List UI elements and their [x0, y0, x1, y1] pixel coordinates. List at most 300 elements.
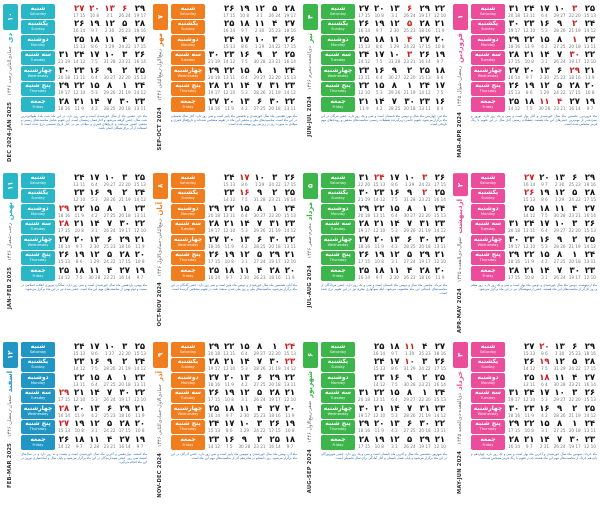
day-secondary-dates: 24 22: [253, 428, 266, 434]
day-secondary-dates: 29 27: [403, 397, 416, 403]
day-number: ۲۹: [584, 341, 596, 352]
day-secondary-dates: 14 12: [283, 228, 296, 234]
day-number: ۱۱: [104, 34, 115, 45]
day-cell: [418, 204, 432, 219]
day-secondary-dates: 14 12: [133, 197, 146, 203]
day-cell: [72, 358, 86, 373]
month-rail: [2, 173, 18, 333]
weekday-column: [471, 173, 505, 281]
day-secondary-dates: 19 17: [508, 243, 521, 249]
month-hijri-range: شوال-ذی‌القعده ۱۴۴۵: [457, 236, 463, 282]
day-cell: [387, 342, 401, 357]
day-secondary-dates: 5 3: [91, 197, 98, 203]
week-row: [507, 435, 597, 450]
weekday-header: [321, 82, 355, 97]
weekday-label-en: Tuesday: [480, 227, 496, 232]
day-secondary-dates: 25 23: [568, 350, 581, 356]
day-secondary-dates: 15 13: [283, 350, 296, 356]
day-secondary-dates: 17 15: [508, 59, 521, 65]
day-secondary-dates: 11 9: [74, 212, 84, 218]
day-number: ۱۰: [404, 172, 415, 183]
weekday-label-en: Tuesday: [30, 396, 46, 401]
day-cell: [102, 220, 116, 235]
day-cell: [418, 373, 432, 388]
day-secondary-dates: 17 15: [58, 228, 71, 234]
day-grid: [57, 173, 147, 281]
day-secondary-dates: 14 12: [373, 381, 386, 387]
day-number: ۸: [406, 203, 413, 214]
weekday-header: [21, 342, 55, 357]
day-cell: [237, 373, 251, 388]
day-cell: [133, 266, 147, 281]
weekday-label-en: Saturday: [329, 349, 347, 354]
day-cell: [583, 220, 597, 235]
day-secondary-dates: 16 14: [358, 28, 371, 34]
day-cell: [222, 251, 236, 266]
weekday-label-en: Sunday: [331, 365, 345, 370]
month-hijri-range: ربیع‌الاول-ربیع‌الثانی ۱۴۴۶: [157, 49, 163, 102]
day-cell: [568, 189, 582, 204]
day-secondary-dates: 3 1: [91, 228, 98, 234]
month-gregorian-range: JUL-AUG 2024: [307, 264, 313, 308]
day-number: ۲۰: [539, 172, 550, 183]
day-secondary-dates: 19 17: [418, 259, 431, 265]
day-cell: [522, 20, 536, 35]
day-number: ۱۹: [539, 188, 550, 199]
day-number: ۲۱: [374, 403, 385, 414]
day-number: ۲۵: [358, 265, 370, 276]
day-cell: [568, 235, 582, 250]
day-secondary-dates: 25 23: [553, 74, 566, 80]
day-secondary-dates: 12 10: [73, 197, 86, 203]
day-cell: [583, 389, 597, 404]
month-number-badge: ۵: [303, 173, 318, 199]
day-number: ۲۸: [284, 3, 296, 14]
day-secondary-dates: 9 7: [375, 274, 383, 280]
day-secondary-dates: 16 14: [523, 181, 536, 187]
day-cell: [552, 342, 566, 357]
day-number: ۲۰: [524, 65, 535, 76]
day-secondary-dates: 15 13: [358, 43, 371, 49]
day-cell: [268, 35, 282, 50]
day-cell: [222, 358, 236, 373]
day-cell: [87, 20, 101, 35]
day-secondary-dates: 29 26: [403, 228, 416, 234]
month-block: [150, 338, 300, 507]
day-number: ۱۸: [374, 265, 385, 276]
day-cell: [268, 97, 282, 112]
day-secondary-dates: 8 6: [541, 197, 548, 203]
day-number: ۲۴: [74, 341, 85, 352]
day-number: ۲۸: [508, 265, 520, 276]
day-number: ۲۲: [284, 234, 296, 245]
day-cell: [283, 51, 297, 66]
day-number: ۴: [406, 34, 413, 45]
day-number: ۲۹: [58, 203, 70, 214]
day-cell: [522, 4, 536, 19]
day-secondary-dates: 15 13: [58, 259, 71, 265]
month-gregorian-range: AUG-SEP 2024: [307, 448, 313, 494]
weekday-label-fa: چهارشنبه: [323, 235, 353, 243]
day-cell: [507, 4, 521, 19]
day-cell: [268, 435, 282, 450]
day-secondary-dates: 23 21: [103, 443, 116, 449]
day-number: ۱: [406, 81, 413, 92]
day-number: ۲۱: [434, 250, 446, 261]
month-hijri-range: صفر-ربیع‌الاول ۱۴۴۶: [307, 400, 313, 443]
day-secondary-dates: 19 17: [208, 366, 221, 372]
day-cell: [507, 251, 521, 266]
day-number: ۲۰: [374, 3, 385, 14]
day-secondary-dates: 10 8: [435, 43, 445, 49]
day-cell: [372, 20, 386, 35]
weekday-label-fa: یکشنبه: [177, 189, 199, 197]
day-secondary-dates: 26 23: [253, 274, 266, 280]
day-cell: [72, 373, 86, 388]
day-cell: [507, 220, 521, 235]
day-secondary-dates: 13 11: [418, 105, 431, 111]
day-number: ۲۸: [508, 50, 520, 61]
day-cell: [87, 420, 101, 435]
weekday-header: [171, 373, 205, 388]
day-cell: [387, 220, 401, 235]
day-number: ۷: [391, 96, 397, 107]
day-number: ۲۹: [419, 3, 430, 14]
day-cell: [522, 266, 536, 281]
weekday-label-fa: سه شنبه: [174, 51, 202, 59]
day-number: ۲۱: [74, 219, 85, 230]
day-number: ۲۱: [134, 403, 146, 414]
day-secondary-dates: 24 22: [103, 428, 116, 434]
day-cell: [118, 51, 132, 66]
day-number: ۱۸: [374, 34, 385, 45]
day-number: ۲۸: [58, 403, 70, 414]
day-cell: [583, 266, 597, 281]
weekday-label-fa: شنبه: [480, 4, 496, 12]
day-cell: [507, 389, 521, 404]
day-cell: [268, 373, 282, 388]
day-secondary-dates: 30 28: [238, 443, 251, 449]
day-secondary-dates: 18 16: [208, 105, 221, 111]
day-number: ۳۱: [419, 403, 430, 414]
day-secondary-dates: 22 20: [568, 228, 581, 234]
day-secondary-dates: 27 25: [553, 428, 566, 434]
day-secondary-dates: 15 13: [583, 397, 596, 403]
week-row: [57, 97, 147, 112]
day-number: ۷: [256, 357, 263, 368]
day-number: ۱۸: [89, 34, 100, 45]
day-cell: [357, 235, 371, 250]
day-number: ۹: [556, 19, 563, 30]
week-row: [357, 20, 447, 35]
week-row: [507, 82, 597, 97]
day-number: ۲۳: [224, 188, 235, 199]
day-secondary-dates: 10 8: [135, 259, 145, 265]
weekday-label-en: Sunday: [481, 365, 495, 370]
weekday-label-en: Tuesday: [330, 396, 346, 401]
day-secondary-dates: 21 19: [568, 412, 581, 418]
day-number: ۴: [556, 96, 563, 107]
day-secondary-dates: 10 8: [524, 274, 534, 280]
day-cell: [283, 389, 297, 404]
day-secondary-dates: 14 12: [433, 412, 446, 418]
day-secondary-dates: 1 29: [554, 197, 565, 203]
week-row: [207, 173, 297, 188]
day-secondary-dates: 23 21: [268, 197, 281, 203]
day-cell: [522, 189, 536, 204]
day-number: ۳۱: [269, 219, 280, 230]
weekday-label-en: Saturday: [29, 180, 47, 185]
day-cell: [357, 220, 371, 235]
weekday-header: [471, 235, 505, 250]
day-cell: [372, 266, 386, 281]
day-number: ۲۲: [74, 81, 85, 92]
day-cell: [372, 4, 386, 19]
day-secondary-dates: 13 11: [73, 381, 86, 387]
day-number: ۲۴: [74, 50, 85, 61]
day-number: ۳۰: [419, 234, 430, 245]
day-cell: [583, 435, 597, 450]
day-cell: [522, 420, 536, 435]
day-cell: [402, 358, 416, 373]
weekday-label-fa: جمعه: [480, 97, 496, 105]
day-cell: [402, 97, 416, 112]
day-cell: [252, 4, 266, 19]
day-number: ۹: [556, 234, 563, 245]
weekday-label-en: Saturday: [29, 349, 47, 354]
month-gregorian-range: SEP-OCT 2024: [157, 107, 163, 151]
day-number: ۳۱: [269, 81, 280, 92]
day-number: ۲۴: [374, 357, 385, 368]
day-cell: [207, 220, 221, 235]
day-number: ۱۳: [239, 372, 250, 383]
day-cell: [357, 420, 371, 435]
day-number: ۹: [106, 188, 113, 199]
day-cell: [507, 435, 521, 450]
weekday-label-en: Monday: [330, 380, 346, 385]
weekday-header: [471, 189, 505, 204]
day-cell: [537, 20, 551, 35]
day-secondary-dates: 13 11: [358, 74, 371, 80]
day-number: ۲۰: [284, 403, 296, 414]
weekday-column: [21, 173, 55, 281]
day-number: ۱۶: [239, 50, 250, 61]
day-cell: [222, 82, 236, 97]
day-number: ۲۷: [584, 203, 596, 214]
month-hijri-range: جمادی‌الثانی-رجب ۱۴۴۶: [7, 46, 13, 96]
day-number: ۱۴: [374, 96, 385, 107]
day-number: ۲۷: [208, 234, 220, 245]
day-number: ۲۰: [374, 234, 385, 245]
day-number: ۲: [572, 234, 578, 245]
day-cell: [387, 435, 401, 450]
day-secondary-dates: 12 10: [73, 397, 86, 403]
day-number: ۲۲: [374, 203, 385, 214]
weekday-label-en: Friday: [332, 442, 344, 447]
day-cell: [583, 235, 597, 250]
day-cell: [357, 389, 371, 404]
day-secondary-dates: 26 24: [553, 274, 566, 280]
week-row: [507, 189, 597, 204]
day-cell: [372, 97, 386, 112]
day-secondary-dates: 16 14: [58, 243, 71, 249]
day-secondary-dates: 11 9: [74, 412, 84, 418]
day-grid: [57, 342, 147, 450]
day-number: ۳۰: [419, 419, 430, 430]
week-row: [357, 420, 447, 435]
day-secondary-dates: 20 18: [58, 74, 71, 80]
day-number: ۱۰: [404, 357, 415, 368]
weekday-label-fa: دوشنبه: [327, 373, 349, 381]
day-secondary-dates: 10 8: [585, 90, 595, 96]
day-secondary-dates: 7 5: [91, 366, 98, 372]
day-secondary-dates: 27 25: [253, 381, 266, 387]
day-number: ۲۵: [434, 372, 446, 383]
day-number: ۲: [572, 403, 578, 414]
day-cell: [433, 389, 447, 404]
day-number: ۲۴: [524, 388, 535, 399]
day-secondary-dates: 18 16: [118, 243, 131, 249]
day-secondary-dates: 28 26: [403, 412, 416, 418]
week-row: [57, 189, 147, 204]
day-cell: [537, 373, 551, 388]
day-cell: [207, 51, 221, 66]
day-number: ۳: [572, 388, 578, 399]
day-number: ۱۴: [539, 265, 550, 276]
day-grid: [357, 4, 447, 112]
day-cell: [283, 82, 297, 97]
weekday-label-en: Monday: [480, 380, 496, 385]
day-number: ۲۴: [284, 203, 296, 214]
day-number: ۱۶: [539, 403, 550, 414]
day-cell: [537, 342, 551, 357]
day-cell: [522, 235, 536, 250]
day-cell: [283, 20, 297, 35]
day-cell: [433, 420, 447, 435]
day-secondary-dates: 19 17: [568, 274, 581, 280]
day-secondary-dates: 19 17: [208, 90, 221, 96]
day-number: ۲۷: [208, 372, 220, 383]
day-number: ۲۱: [434, 19, 446, 30]
day-cell: [357, 204, 371, 219]
day-secondary-dates: 22 20: [118, 74, 131, 80]
day-secondary-dates: 19 17: [568, 59, 581, 65]
weekday-header: [171, 389, 205, 404]
day-secondary-dates: 6 4: [241, 74, 248, 80]
month-notes: ماه اردیبهشت، دومین ماه سال خورشیدی و دومین ماه بهار است و سی و یک روز دارد. روز معلم و روز کارگر از مناسبت‌های این ماه هستند. جشن اردیبهشتگان نیز در این ماه برگزار می‌شود.: [471, 282, 597, 291]
day-cell: [118, 342, 132, 357]
day-secondary-dates: 3 1: [541, 274, 548, 280]
day-number: ۱۲: [254, 3, 265, 14]
day-secondary-dates: 13 11: [283, 105, 296, 111]
day-secondary-dates: 26 24: [268, 12, 281, 18]
day-number: ۲۳: [584, 434, 596, 445]
day-secondary-dates: 23 21: [568, 381, 581, 387]
day-number: ۲۳: [374, 188, 385, 199]
day-secondary-dates: 6 4: [91, 74, 98, 80]
day-cell: [118, 435, 132, 450]
day-secondary-dates: 31 28: [403, 197, 416, 203]
day-number: ۳۱: [508, 219, 520, 230]
day-cell: [402, 20, 416, 35]
day-secondary-dates: 25 23: [568, 181, 581, 187]
week-row: [57, 35, 147, 50]
month-body: [171, 4, 297, 112]
week-row: [207, 204, 297, 219]
day-number: ۲۳: [524, 403, 535, 414]
day-cell: [252, 35, 266, 50]
day-secondary-dates: 12 10: [583, 443, 596, 449]
day-cell: [118, 235, 132, 250]
week-row: [207, 435, 297, 450]
day-number: ۵: [106, 250, 113, 261]
day-cell: [402, 82, 416, 97]
weekday-header: [321, 404, 355, 419]
day-cell: [387, 204, 401, 219]
day-cell: [537, 35, 551, 50]
day-cell: [87, 204, 101, 219]
day-secondary-dates: 3 1: [256, 12, 263, 18]
weekday-label-fa: پنج شنبه: [175, 251, 201, 259]
day-number: ۴: [572, 372, 578, 383]
day-number: ۲۵: [524, 203, 535, 214]
day-cell: [57, 435, 71, 450]
month-number-badge: ۱۱: [3, 173, 18, 199]
day-secondary-dates: 24 22: [268, 181, 281, 187]
weekday-label-fa: پنج شنبه: [325, 251, 351, 259]
day-secondary-dates: 23 21: [118, 59, 131, 65]
day-number: ۲۶: [419, 50, 430, 61]
day-secondary-dates: 16 14: [433, 197, 446, 203]
weekday-header: [21, 251, 55, 266]
day-secondary-dates: 1 29: [239, 428, 250, 434]
day-secondary-dates: 25 23: [103, 412, 116, 418]
day-cell: [268, 66, 282, 81]
day-cell: [252, 20, 266, 35]
day-secondary-dates: 11 9: [135, 412, 145, 418]
day-cell: [237, 20, 251, 35]
day-cell: [72, 342, 86, 357]
day-cell: [72, 189, 86, 204]
day-number: ۲۹: [119, 234, 130, 245]
day-number: ۲۲: [358, 81, 370, 92]
day-number: ۲۸: [208, 357, 220, 368]
weekday-header: [171, 20, 205, 35]
weekday-label-fa: سه شنبه: [474, 389, 502, 397]
day-number: ۱۹: [284, 419, 296, 430]
day-number: ۲۹: [508, 419, 520, 430]
day-secondary-dates: 23 21: [403, 59, 416, 65]
weekday-label-en: Sunday: [31, 196, 45, 201]
day-secondary-dates: 12 10: [133, 228, 146, 234]
day-secondary-dates: 28 26: [553, 28, 566, 34]
day-number: ۳۰: [269, 234, 280, 245]
day-secondary-dates: 4 2: [391, 428, 398, 434]
day-cell: [207, 435, 221, 450]
day-secondary-dates: 9 7: [541, 181, 548, 187]
weekday-label-fa: شنبه: [30, 342, 46, 350]
day-secondary-dates: 20 18: [268, 243, 281, 249]
day-number: ۲: [122, 357, 128, 368]
day-number: ۹: [256, 188, 263, 199]
day-number: ۱۸: [239, 19, 250, 30]
month-gregorian-range: JUN-JUL 2024: [307, 95, 313, 137]
weekday-label-en: Saturday: [179, 11, 197, 16]
day-cell: [252, 51, 266, 66]
day-secondary-dates: 13 11: [133, 212, 146, 218]
day-number: ۲: [272, 188, 278, 199]
day-cell: [357, 51, 371, 66]
